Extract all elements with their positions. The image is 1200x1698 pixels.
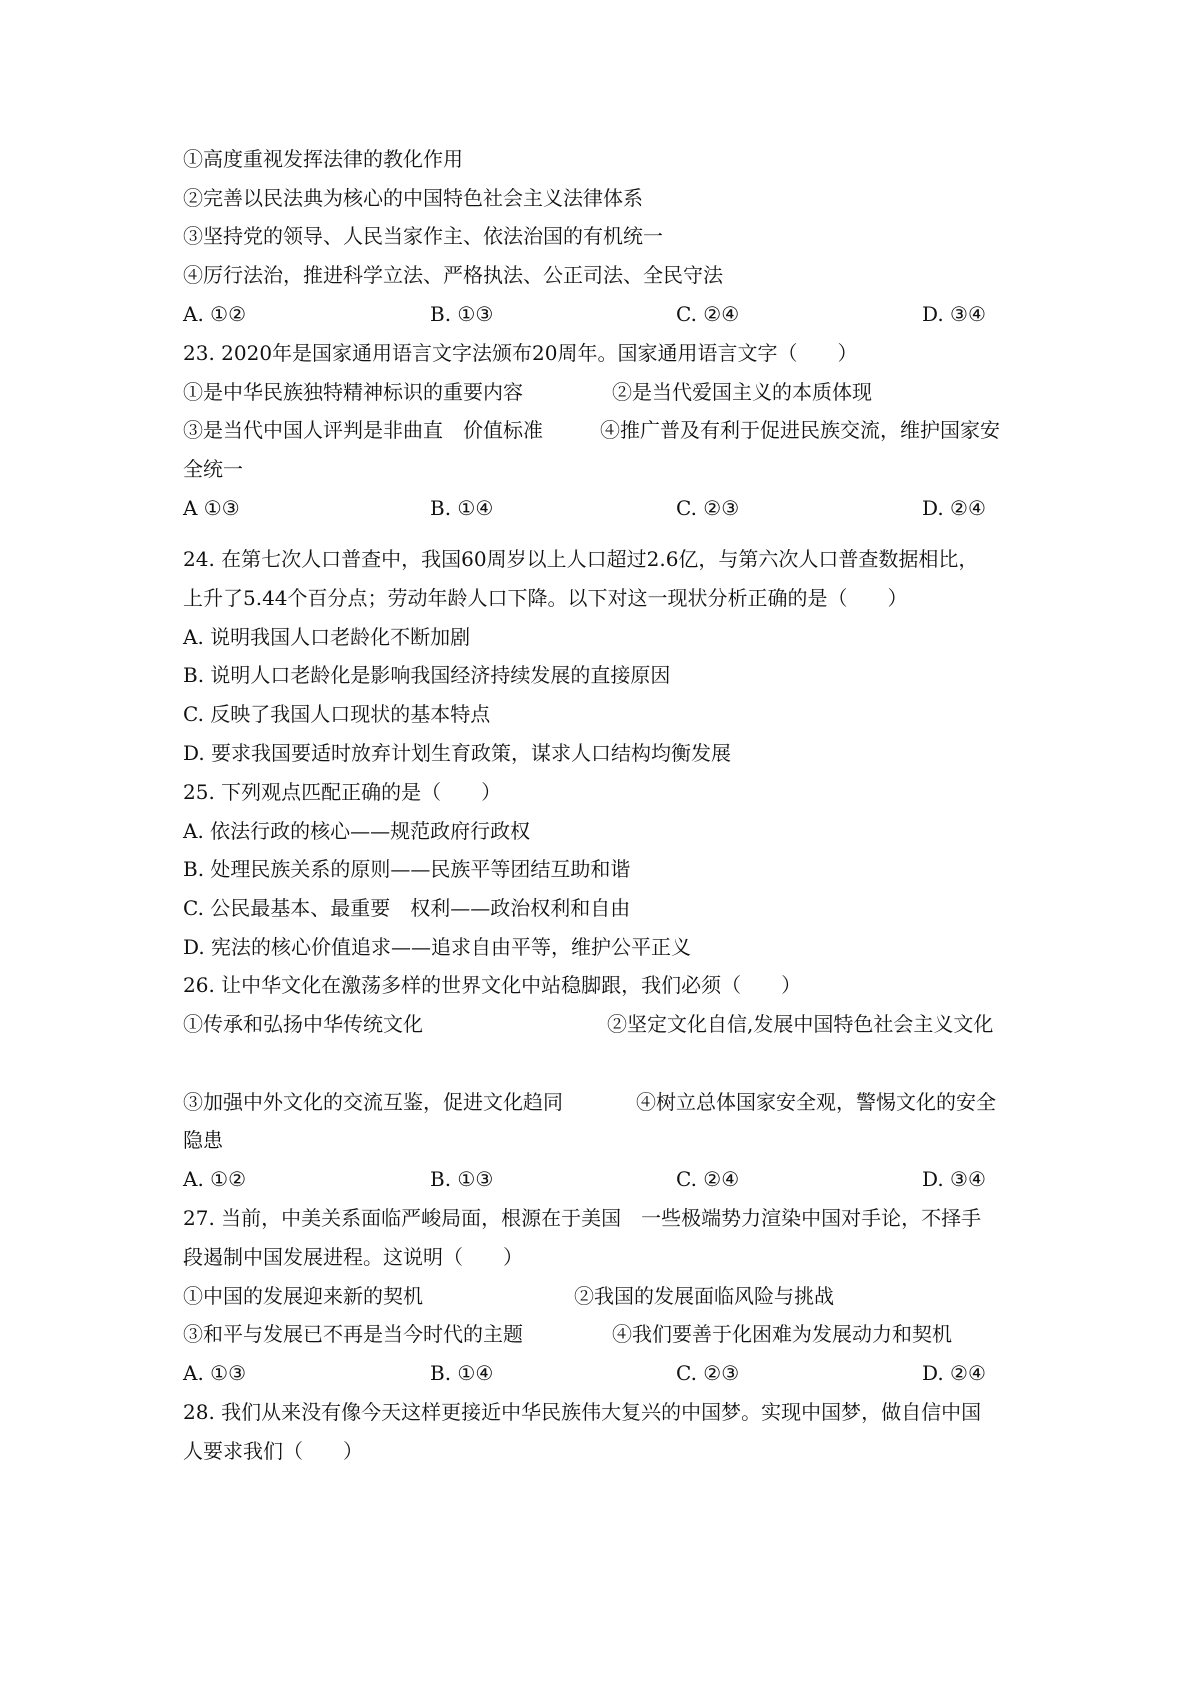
q27-item-2: ②我国的发展面临风险与挑战 [574,1284,834,1308]
q23-option-a: A ①③ [183,496,240,520]
q26-item-4: ④树立总体国家安全观，警惕文化的安全 [636,1090,996,1114]
q23-option-b: B. ①④ [430,496,494,520]
q26-option-d: D. ③④ [922,1167,986,1191]
q28-stem-line2: 人要求我们（ ） [183,1439,363,1463]
q24-option-a: A. 说明我国人口老龄化不断加剧 [183,625,471,649]
q26-option-a: A. ①② [183,1167,247,1191]
q24-stem-line2: 上升了5.44个百分点；劳动年龄人口下降。以下对这一现状分析正确的是（ ） [183,586,908,610]
q23-item-1: ①是中华民族独特精神标识的重要内容 [183,380,523,404]
q25-option-b: B. 处理民族关系的原则——民族平等团结互助和谐 [183,857,631,881]
q28-stem-line1: 28. 我们从来没有像今天这样更接近中华民族伟大复兴的中国梦。实现中国梦，做自信中国 [183,1400,982,1424]
q26-option-b: B. ①③ [430,1167,494,1191]
q23-item-2: ②是当代爱国主义的本质体现 [612,380,872,404]
q26-item-4-cont: 隐患 [183,1128,223,1152]
q23-item-4: ④推广普及有利于促进民族交流，维护国家安 [600,418,1000,442]
q25-option-d: D. 宪法的核心价值追求——追求自由平等，维护公平正义 [183,935,692,959]
q24-stem-line1: 24. 在第七次人口普查中，我国60周岁以上人口超过2.6亿，与第六次人口普查数据相比， [183,547,979,571]
q26-option-c: C. ②④ [676,1167,740,1191]
q24-option-b: B. 说明人口老龄化是影响我国经济持续发展的直接原因 [183,663,671,687]
q22-option-b: B. ①③ [430,302,494,326]
q26-stem: 26. 让中华文化在激荡多样的世界文化中站稳脚跟，我们必须（ ） [183,973,802,997]
q23-item-3: ③是当代中国人评判是非曲直 价值标准 [183,418,543,442]
q27-item-4: ④我们要善于化困难为发展动力和契机 [612,1322,952,1346]
q26-item-3: ③加强中外文化的交流互鉴，促进文化趋同 [183,1090,563,1114]
q22-item-4: ④厉行法治，推进科学立法、严格执法、公正司法、全民守法 [183,263,723,287]
q25-option-a: A. 依法行政的核心——规范政府行政权 [183,819,531,843]
q27-item-1: ①中国的发展迎来新的契机 [183,1284,423,1308]
q22-item-2: ②完善以民法典为核心的中国特色社会主义法律体系 [183,186,643,210]
q27-stem-line2: 段遏制中国发展进程。这说明（ ） [183,1245,523,1269]
q27-item-3: ③和平与发展已不再是当今时代的主题 [183,1322,523,1346]
q26-item-2: ②坚定文化自信,发展中国特色社会主义文化 [607,1012,994,1036]
q23-stem: 23. 2020年是国家通用语言文字法颁布20周年。国家通用语言文字（ ） [183,341,858,365]
q22-option-d: D. ③④ [922,302,986,326]
q24-option-d: D. 要求我国要适时放弃计划生育政策，谋求人口结构均衡发展 [183,741,732,765]
q22-option-c: C. ②④ [676,302,740,326]
q23-option-d: D. ②④ [922,496,986,520]
q23-option-c: C. ②③ [676,496,740,520]
q27-option-c: C. ②③ [676,1361,740,1385]
q27-option-d: D. ②④ [922,1361,986,1385]
q25-stem: 25. 下列观点匹配正确的是（ ） [183,780,502,804]
q27-option-a: A. ①③ [183,1361,247,1385]
q24-option-c: C. 反映了我国人口现状的基本特点 [183,702,491,726]
q23-item-4-cont: 全统一 [183,457,243,481]
q27-option-b: B. ①④ [430,1361,494,1385]
q27-stem-line1: 27. 当前，中美关系面临严峻局面，根源在于美国 一些极端势力渲染中国对手论，不择手 [183,1206,982,1230]
q26-item-1: ①传承和弘扬中华传统文化 [183,1012,423,1036]
q22-item-1: ①高度重视发挥法律的教化作用 [183,147,463,171]
q25-option-c: C. 公民最基本、最重要 权利——政治权利和自由 [183,896,631,920]
q22-option-a: A. ①② [183,302,247,326]
q22-item-3: ③坚持党的领导、人民当家作主、依法治国的有机统一 [183,224,663,248]
